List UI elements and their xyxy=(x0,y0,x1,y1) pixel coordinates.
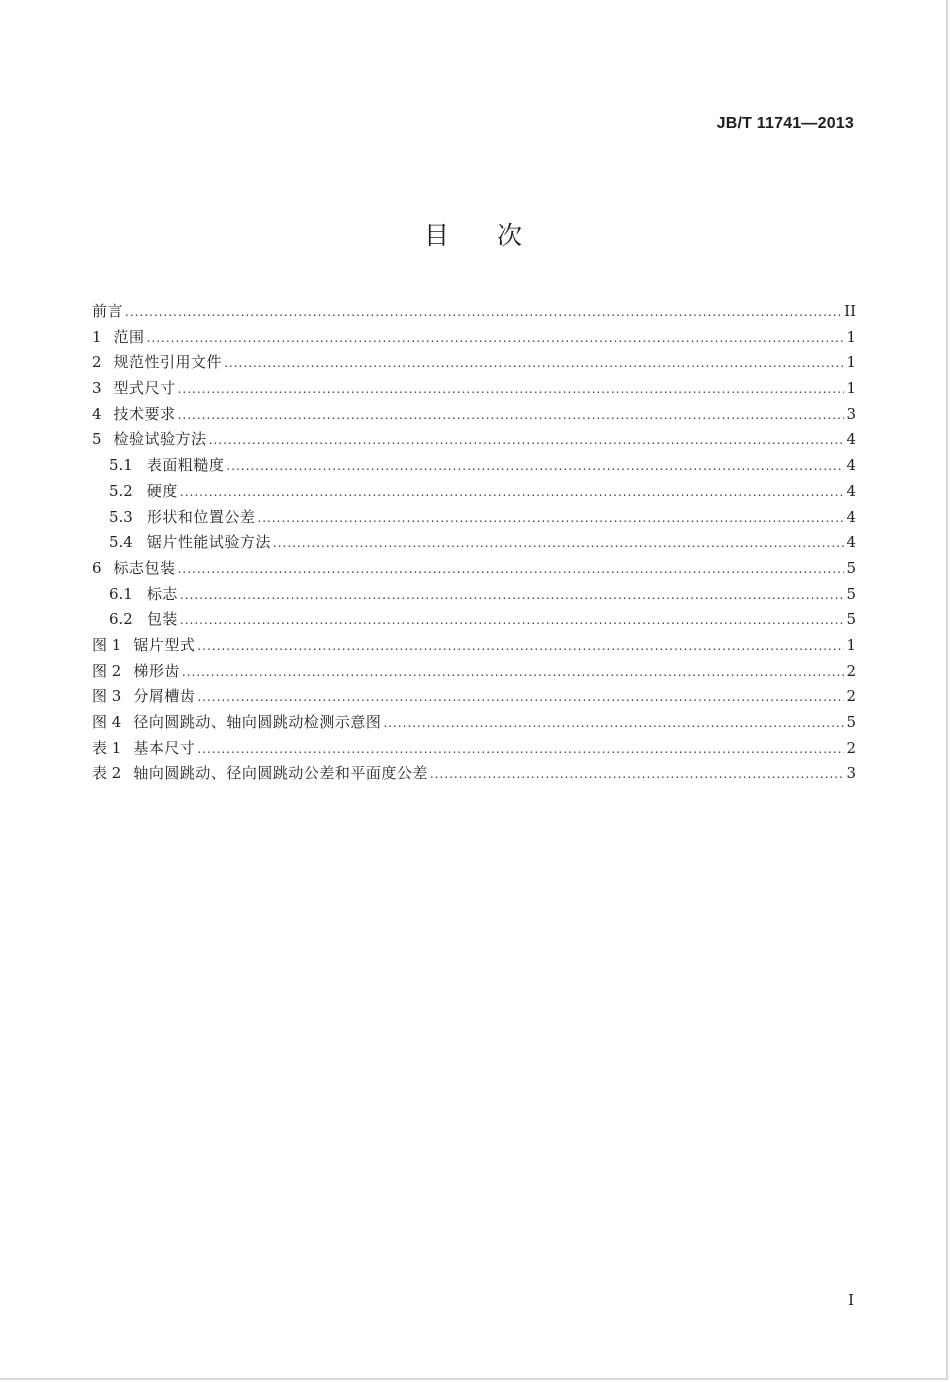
toc-entry-page: 5 xyxy=(846,558,856,577)
toc-entry-label: 规范性引用文件 xyxy=(113,353,223,372)
toc-entry-label: 锯片型式 xyxy=(133,635,196,654)
toc-entry-number: 3 xyxy=(92,379,102,398)
toc-entry-label: 标志包装 xyxy=(113,558,176,577)
toc-entry-number: 2 xyxy=(92,353,102,372)
toc-entry-label: 包装 xyxy=(146,610,178,629)
toc-entry-label: 锯片性能试验方法 xyxy=(146,533,271,552)
page-number: I xyxy=(848,1291,854,1309)
toc-entry-page: 4 xyxy=(846,481,856,500)
toc-entry[interactable] xyxy=(92,659,856,685)
toc-entry-number: 图 1 xyxy=(92,635,122,654)
toc-entry-page: 4 xyxy=(846,430,856,449)
toc-entry-label: 梯形齿 xyxy=(133,661,180,680)
toc-entry-label: 分屑槽齿 xyxy=(133,687,196,706)
toc-dot-leader xyxy=(209,428,845,454)
toc-entry-number: 4 xyxy=(92,404,102,423)
toc-entry-label: 检验试验方法 xyxy=(113,430,207,449)
toc-entry[interactable] xyxy=(92,736,856,762)
table-of-contents xyxy=(92,299,856,787)
toc-dot-leader xyxy=(257,506,844,532)
toc-entry-page: 5 xyxy=(846,610,856,629)
toc-entry-page: 2 xyxy=(846,661,856,680)
toc-entry-number: 5.3 xyxy=(109,507,133,526)
toc-dot-leader xyxy=(180,480,845,506)
toc-dot-leader xyxy=(182,660,845,686)
toc-dot-leader xyxy=(197,737,844,763)
toc-entry[interactable] xyxy=(92,453,856,479)
toc-entry-page: 2 xyxy=(846,738,856,757)
standard-code: JB/T 11741—2013 xyxy=(716,115,854,132)
toc-dot-leader xyxy=(180,583,845,609)
toc-entry-number: 5.4 xyxy=(109,533,133,552)
toc-entry[interactable] xyxy=(92,530,856,556)
toc-entry-page: 1 xyxy=(846,635,856,654)
toc-entry-number: 表 2 xyxy=(92,764,122,783)
toc-entry-label: 型式尺寸 xyxy=(113,379,176,398)
toc-entry-number: 图 2 xyxy=(92,661,122,680)
toc-dot-leader xyxy=(224,351,844,377)
toc-entry[interactable] xyxy=(92,582,856,608)
toc-entry[interactable] xyxy=(92,427,856,453)
toc-title: 目次 xyxy=(423,221,570,250)
toc-entry[interactable] xyxy=(92,350,856,376)
toc-entry-page: 2 xyxy=(846,687,856,706)
toc-dot-leader xyxy=(178,403,845,429)
toc-dot-leader xyxy=(180,608,845,634)
toc-entry-label: 标志 xyxy=(146,584,178,603)
toc-entry[interactable] xyxy=(92,607,856,633)
toc-entry[interactable] xyxy=(92,376,856,402)
toc-entry[interactable] xyxy=(92,710,856,736)
toc-dot-leader xyxy=(147,326,845,352)
toc-entry-number: 图 4 xyxy=(92,713,122,731)
toc-entry[interactable] xyxy=(92,556,856,582)
toc-dot-leader xyxy=(383,711,844,737)
toc-entry-page: 4 xyxy=(846,456,856,475)
toc-entry-page: 3 xyxy=(846,404,856,423)
toc-entry-label: 形状和位置公差 xyxy=(146,507,256,526)
toc-entry-page: 5 xyxy=(846,713,856,731)
toc-entry[interactable] xyxy=(92,325,856,351)
toc-dot-leader xyxy=(226,454,844,480)
toc-entry-page: 4 xyxy=(846,507,856,526)
toc-entry[interactable] xyxy=(92,299,856,325)
toc-dot-leader xyxy=(273,531,845,557)
toc-entry-number: 5 xyxy=(92,430,102,449)
toc-entry-page: II xyxy=(844,302,856,320)
toc-entry-number: 6.2 xyxy=(109,610,133,629)
toc-entry-label: 硬度 xyxy=(146,481,178,500)
toc-entry-number: 6 xyxy=(92,558,102,577)
toc-entry-number: 1 xyxy=(92,327,102,346)
toc-dot-leader xyxy=(197,634,844,660)
toc-dot-leader xyxy=(430,762,845,788)
toc-entry-page: 3 xyxy=(846,764,856,783)
toc-entry[interactable] xyxy=(92,402,856,428)
toc-entry-number: 5.1 xyxy=(109,456,133,475)
toc-entry[interactable] xyxy=(92,684,856,710)
toc-entry-page: 1 xyxy=(846,379,856,398)
toc-entry-number: 图 3 xyxy=(92,687,122,706)
toc-entry-page: 1 xyxy=(846,353,856,372)
toc-entry[interactable] xyxy=(92,505,856,531)
toc-entry-number: 5.2 xyxy=(109,481,133,500)
toc-entry-label: 技术要求 xyxy=(113,404,176,423)
toc-entry-label: 前言 xyxy=(92,302,124,320)
toc-entry-page: 5 xyxy=(846,584,856,603)
toc-entry[interactable] xyxy=(92,479,856,505)
toc-entry-page: 4 xyxy=(846,533,856,552)
toc-dot-leader xyxy=(178,377,845,403)
toc-entry-page: 1 xyxy=(846,327,856,346)
toc-entry-label: 表面粗糙度 xyxy=(146,456,225,475)
toc-dot-leader xyxy=(197,685,844,711)
toc-entry-number: 表 1 xyxy=(92,738,122,757)
toc-entry-label: 基本尺寸 xyxy=(133,738,196,757)
toc-dot-leader xyxy=(178,557,845,583)
toc-entry[interactable] xyxy=(92,761,856,787)
toc-entry-label: 范围 xyxy=(113,327,145,346)
toc-entry-number: 6.1 xyxy=(109,584,133,603)
toc-entry[interactable] xyxy=(92,633,856,659)
toc-entry-label: 轴向圆跳动、径向圆跳动公差和平面度公差 xyxy=(133,764,428,783)
toc-dot-leader xyxy=(125,300,842,326)
toc-entry-label: 径向圆跳动、轴向圆跳动检测示意图 xyxy=(133,713,382,731)
